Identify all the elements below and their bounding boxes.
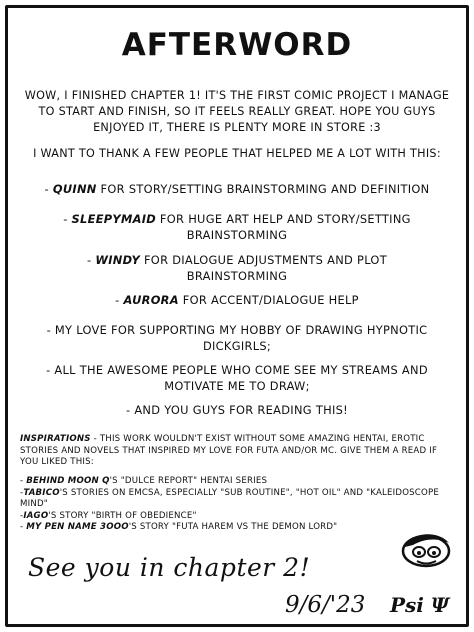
signature: Psi Ψ [390, 593, 450, 617]
inspiration-item: -TABICO'S STORIES ON EMCSA, ESPECIALLY "SUB ROUTINE", "HOT OIL" AND "KALEIDOSCOPE MIND" [20, 487, 439, 509]
thanks-item: - WINDY FOR DIALOGUE ADJUSTMENTS AND PLOT BRAINSTORMING [87, 253, 387, 283]
inspirations-list [20, 476, 452, 534]
thanks-item: - AURORA FOR ACCENT/DIALOGUE HELP [115, 293, 359, 307]
inspiration-item: - BEHIND MOON Q'S "DULCE REPORT" HENTAI SERIES [20, 476, 268, 486]
intro-paragraph: WOW, I FINISHED CHAPTER 1! IT'S THE FIRST COMIC PROJECT I MANAGE TO START AND FINISH, SO IT FEELS REALLY GREAT. HOPE YOU GUYS ENJOYED IT, THERE IS PLENTY MORE IN STORE :3 [24, 89, 450, 134]
inspiration-item: -IAGO'S STORY "BIRTH OF OBEDIENCE" [20, 510, 197, 521]
closing-message: See you in chapter 2! [28, 553, 311, 582]
signature-mark-icon: Ψ [430, 593, 450, 617]
inspirations-paragraph: INSPIRATIONS - THIS WORK WOULDN'T EXIST WITHOUT SOME AMAZING HENTAI, EROTIC STORIES AND NOVELS THAT INSPIRED MY LOVE FOR FUTA AND/OR MC. GIVE THEM A READ IF YOU LIKED THIS: [20, 434, 438, 467]
thanks-item: - AND YOU GUYS FOR READING THIS! [126, 403, 348, 417]
page-title: AFTERWORD [121, 27, 353, 63]
thanks-intro: I WANT TO THANK A FEW PEOPLE THAT HELPED ME A LOT WITH THIS: [33, 147, 441, 160]
thanks-item: - MY LOVE FOR SUPPORTING MY HOBBY OF DRAWING HYPNOTIC DICKGIRLS; [46, 323, 428, 353]
date: 9/6/'23 [285, 592, 366, 618]
author-logo-icon [397, 525, 455, 569]
thanks-item: - SLEEPYMAID FOR HUGE ART HELP AND STORY/SETTING BRAINSTORMING [63, 212, 411, 242]
thanks-item: - QUINN FOR STORY/SETTING BRAINSTORMING AND DEFINITION [44, 182, 430, 196]
inspiration-item: - MY PEN NAME 3OOO'S STORY "FUTA HAREM VS THE DEMON LORD" [20, 522, 338, 532]
thanks-item: - ALL THE AWESOME PEOPLE WHO COME SEE MY STREAMS AND MOTIVATE ME TO DRAW; [46, 363, 428, 393]
